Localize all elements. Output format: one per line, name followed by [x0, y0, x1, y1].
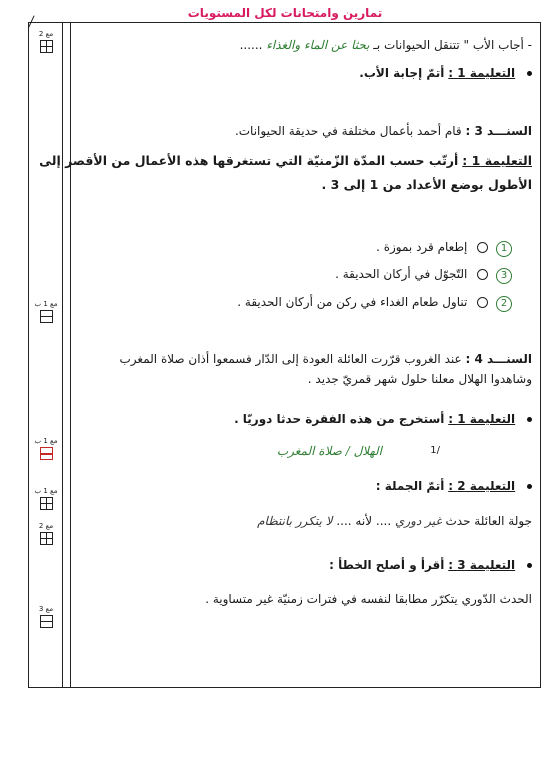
sanad-4-cont	[308, 370, 532, 388]
instruction-1	[359, 64, 532, 82]
rubric-criterion-1b	[31, 487, 61, 510]
rubric-grid-box[interactable]	[40, 310, 53, 323]
sentence-mid: لأنه	[355, 514, 373, 528]
extract-answer-handwritten[interactable]: الهلال / صلاة المغرب	[276, 444, 382, 458]
bullet-icon	[527, 484, 532, 489]
answer-dots: ....	[336, 514, 352, 528]
instruction-text: أستخرج من هذه الفقرة حدثا دوريّا .	[234, 412, 445, 426]
extract-instruction	[234, 410, 532, 428]
answer-dots: ......	[239, 38, 263, 52]
item-circle-icon	[477, 297, 488, 308]
rubric-label: مع 1 ب	[34, 437, 58, 445]
ordering-item-3	[237, 293, 512, 312]
bullet-icon	[527, 563, 532, 568]
sanad-3	[235, 122, 532, 140]
margin-rule-inner	[62, 22, 63, 688]
rubric-label: مع 2	[38, 522, 54, 530]
instruction-label: التعليمة 3 :	[448, 558, 516, 572]
father-answer-handwritten[interactable]: بحثا عن الماء والغذاء	[266, 38, 370, 52]
father-answer-line	[240, 36, 532, 54]
sanad-text: عند الغروب قرّرت العائلة العودة إلى الدّار فسمعوا أذان صلاة المغرب	[119, 352, 462, 366]
instruction-label: التعليمة 2 :	[448, 479, 516, 493]
sanad-text: قام أحمد بأعمال مختلفة في حديقة الحيوانات.	[234, 124, 462, 138]
watermark-title: تمارين وامتحانات لكل المستويات	[187, 6, 383, 20]
complete-sentence	[257, 512, 532, 530]
rubric-grid-box[interactable]	[40, 615, 53, 628]
sentence-text: الحدث الدّوري يتكرّر مطابقا لنفسه في فترات زمنيّة غير متساوية .	[205, 592, 532, 606]
sanad-label: السنـــد 4 :	[465, 352, 532, 366]
extract-mark	[430, 442, 440, 460]
item-circle-icon	[477, 242, 488, 253]
sanad-label: السنـــد 3 :	[465, 124, 532, 138]
answer-dots: ....	[375, 514, 392, 528]
rubric-criterion-1b	[31, 437, 61, 460]
rubric-label: مع 3	[38, 605, 54, 613]
bullet-icon	[527, 417, 532, 422]
rubric-criterion-3	[31, 605, 61, 628]
item-text: إطعام قرد بموزة .	[376, 240, 468, 254]
handwritten-rank[interactable]: 1	[496, 241, 512, 257]
ordering-instruction	[39, 152, 532, 170]
instruction-label: التعليمة 1 :	[448, 66, 516, 80]
answer-handwritten-2[interactable]: لا يتكرر بانتظام	[257, 514, 333, 528]
rubric-label: مع 2	[38, 30, 54, 38]
father-answer-prompt: - أجاب الأب " تتنقل الحيوانات بـ	[373, 38, 532, 52]
rubric-criterion-1b	[31, 300, 61, 323]
answer-handwritten-1[interactable]: غير دوري	[394, 514, 442, 528]
rubric-grid-box[interactable]	[40, 447, 53, 460]
ordering-item-1	[376, 238, 512, 257]
instruction-text: أقرأ و أصلح الخطأ :	[329, 558, 445, 572]
margin-rule	[70, 22, 71, 688]
sanad-text: وشاهدوا الهلال معلنا حلول شهر قمريّ جديد .	[307, 372, 532, 386]
correct-sentence	[205, 590, 532, 608]
instruction-text: الأطول بوضع الأعداد من 1 إلى 3 .	[321, 177, 532, 192]
score-mark: /1	[430, 445, 440, 456]
bullet-icon	[527, 71, 532, 76]
ordering-instruction-cont	[321, 176, 532, 194]
rubric-label: مع 1 ب	[34, 300, 58, 308]
instruction-label: التعليمة 1 :	[448, 412, 516, 426]
item-text: تناول طعام الغداء في ركن من أركان الحديقة .	[237, 295, 468, 309]
instruction-text: أرتّب حسب المدّة الزّمنيّة التي تستغرقها هذه الأعمال من الأقصر إلى	[39, 153, 459, 168]
correct-instruction	[329, 556, 532, 574]
ordering-item-2	[335, 265, 512, 284]
instruction-label: التعليمة 1 :	[462, 153, 532, 168]
rubric-grid-box[interactable]	[40, 497, 53, 510]
extract-answer	[277, 442, 382, 460]
complete-instruction	[376, 477, 532, 495]
item-circle-icon	[477, 269, 488, 280]
instruction-text: أتمّ إجابة الأب.	[359, 66, 445, 80]
rubric-grid-box[interactable]	[40, 532, 53, 545]
handwritten-rank[interactable]: 3	[496, 268, 512, 284]
rubric-grid-box[interactable]	[40, 40, 53, 53]
item-text: التّجوّل في أركان الحديقة .	[335, 267, 468, 281]
rubric-criterion-2	[31, 30, 61, 53]
sentence-start: جولة العائلة حدث	[445, 514, 532, 528]
handwritten-rank[interactable]: 2	[496, 296, 512, 312]
sanad-4	[120, 350, 533, 368]
rubric-label: مع 1 ب	[34, 487, 58, 495]
instruction-text: أتمّ الجملة :	[375, 479, 445, 493]
rubric-criterion-2	[31, 522, 61, 545]
